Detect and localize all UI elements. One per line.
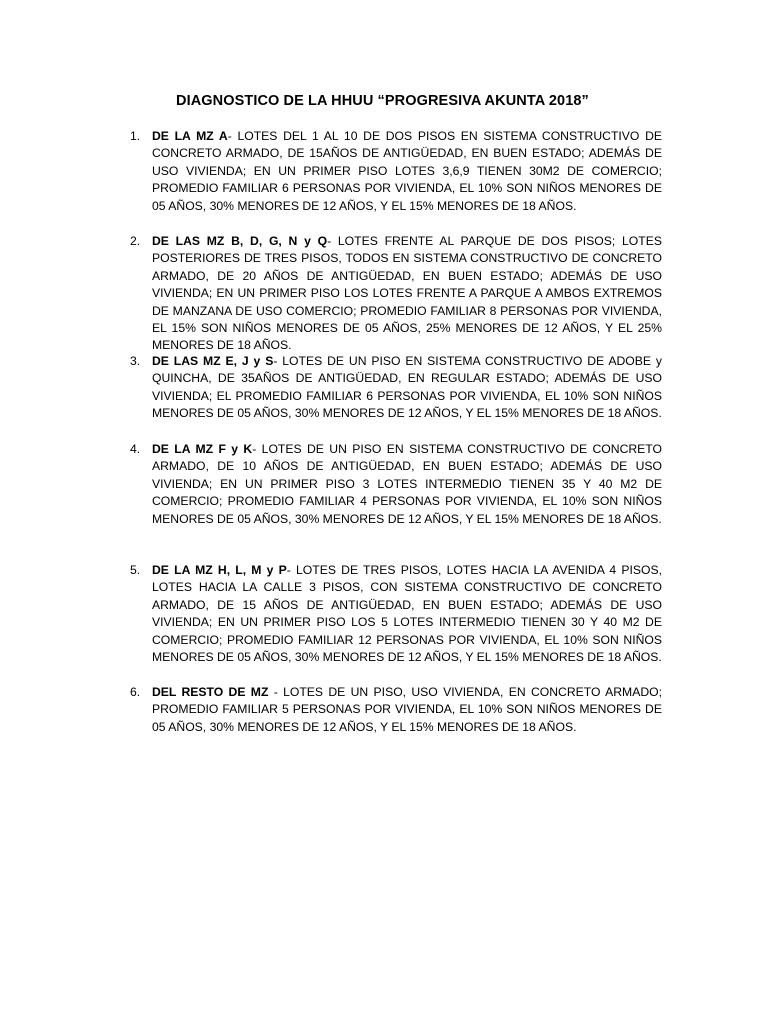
- list-item-text: [152, 128, 662, 215]
- list-item-text: [152, 441, 662, 528]
- list-item-lead: DE LA MZ A: [152, 129, 228, 143]
- list-item-number: 4.: [130, 442, 141, 456]
- list-item-body: - LOTES DE UN PISO EN SISTEMA CONSTRUCTIVO DE ADOBE y QUINCHA, DE 35AÑOS DE ANTIGÜEDAD, EN REGULAR ESTADO; ADEMÁS DE USO VIVIENDA; EL PROMEDIO FAMILIAR 6 PERSONAS POR VIVIENDA, EL 10% SON NIÑOS MENORES DE 05 AÑOS, 30% MENORES DE 12 AÑOS, Y EL 15% MENORES DE 18 AÑOS.: [152, 354, 663, 421]
- list-item-text: [152, 684, 662, 736]
- list-item-body: - LOTES DE UN PISO, USO VIVIENDA, EN CONCRETO ARMADO; PROMEDIO FAMILIAR 5 PERSONAS POR VIVIENDA, EL 10% SON NIÑOS MENORES DE 05 AÑOS, 30% MENORES DE 12 AÑOS, Y EL 15% MENORES DE 18 AÑOS.: [152, 685, 662, 734]
- list-item-lead: DE LAS MZ B, D, G, N y Q: [152, 234, 328, 248]
- list-item-lead: DEL RESTO DE MZ: [152, 685, 269, 699]
- list-item-body: - LOTES DE UN PISO EN SISTEMA CONSTRUCTIVO DE CONCRETO ARMADO, DE 10 AÑOS DE ANTIGÜEDAD, EN BUEN ESTADO; ADEMÁS DE USO VIVIENDA; EN UN PRIMER PISO 3 LOTES INTERMEDIO TIENEN 35 Y 40 M2 DE COMERCIO; PROMEDIO FAMILIAR 4 PERSONAS POR VIVIENDA, EL 10% SON NIÑOS MENORES DE 05 AÑOS, 30% MENORES DE 12 AÑOS, Y EL 15% MENORES DE 18 AÑOS.: [152, 442, 662, 526]
- list-item-body: - LOTES DE TRES PISOS, LOTES HACIA LA AVENIDA 4 PISOS, LOTES HACIA LA CALLE 3 PISOS, CON SISTEMA CONSTRUCTIVO DE CONCRETO ARMADO, DE 15 AÑOS DE ANTIGÜEDAD, EN BUEN ESTADO; ADEMÁS DE USO VIVIENDA; EN UN PRIMER PISO LOS 5 LOTES INTERMEDIO TIENEN 30 Y 40 M2 DE COMERCIO; PROMEDIO FAMILIAR 12 PERSONAS POR VIVIENDA, EL 10% SON NIÑOS MENORES DE 05 AÑOS, 30% MENORES DE 12 AÑOS, Y EL 15% MENORES DE 18 AÑOS.: [152, 563, 662, 665]
- list-item-number: 3.: [130, 354, 141, 368]
- list-item-number: 6.: [130, 685, 141, 699]
- list-item-number: 5.: [130, 563, 141, 577]
- list-item-lead: DE LA MZ H, L, M y P: [152, 563, 287, 577]
- list-item-body: - LOTES DEL 1 AL 10 DE DOS PISOS EN SISTEMA CONSTRUCTIVO DE CONCRETO ARMADO, DE 15AÑOS DE ANTIGÜEDAD, EN BUEN ESTADO; ADEMÁS DE USO VIVIENDA; EN UN PRIMER PISO LOTES 3,6,9 TIENEN 30M2 DE COMERCIO; PROMEDIO FAMILIAR 6 PERSONAS POR VIVIENDA, EL 10% SON NIÑOS MENORES DE 05 AÑOS, 30% MENORES DE 12 AÑOS, Y EL 15% MENORES DE 18 AÑOS.: [152, 129, 662, 213]
- list-item-body: - LOTES FRENTE AL PARQUE DE DOS PISOS; LOTES POSTERIORES DE TRES PISOS, TODOS EN SISTEMA CONSTRUCTIVO DE CONCRETO ARMADO, DE 20 AÑOS DE ANTIGÜEDAD, EN BUEN ESTADO; ADEMÁS DE USO VIVIENDA; EN UN PRIMER PISO LOS LOTES FRENTE A PARQUE A AMBOS EXTREMOS DE MANZANA DE USO COMERCIO; PROMEDIO FAMILIAR 8 PERSONAS POR VIVIENDA, EL 15% SON NIÑOS MENORES DE 05 AÑOS, 25% MENORES DE 12 AÑOS, Y EL 25% MENORES DE 18 AÑOS.: [152, 234, 662, 353]
- list-item-text: [152, 233, 662, 355]
- list-item-text: [152, 562, 662, 666]
- document-title: DIAGNOSTICO DE LA HHUU “PROGRESIVA AKUNTA 2018”: [176, 93, 589, 109]
- list-item-number: 1.: [130, 129, 141, 143]
- list-item-lead: DE LAS MZ E, J y S: [152, 354, 274, 368]
- list-item-lead: DE LA MZ F y K: [152, 442, 253, 456]
- list-item-number: 2.: [130, 234, 141, 248]
- list-item-text: [152, 353, 662, 423]
